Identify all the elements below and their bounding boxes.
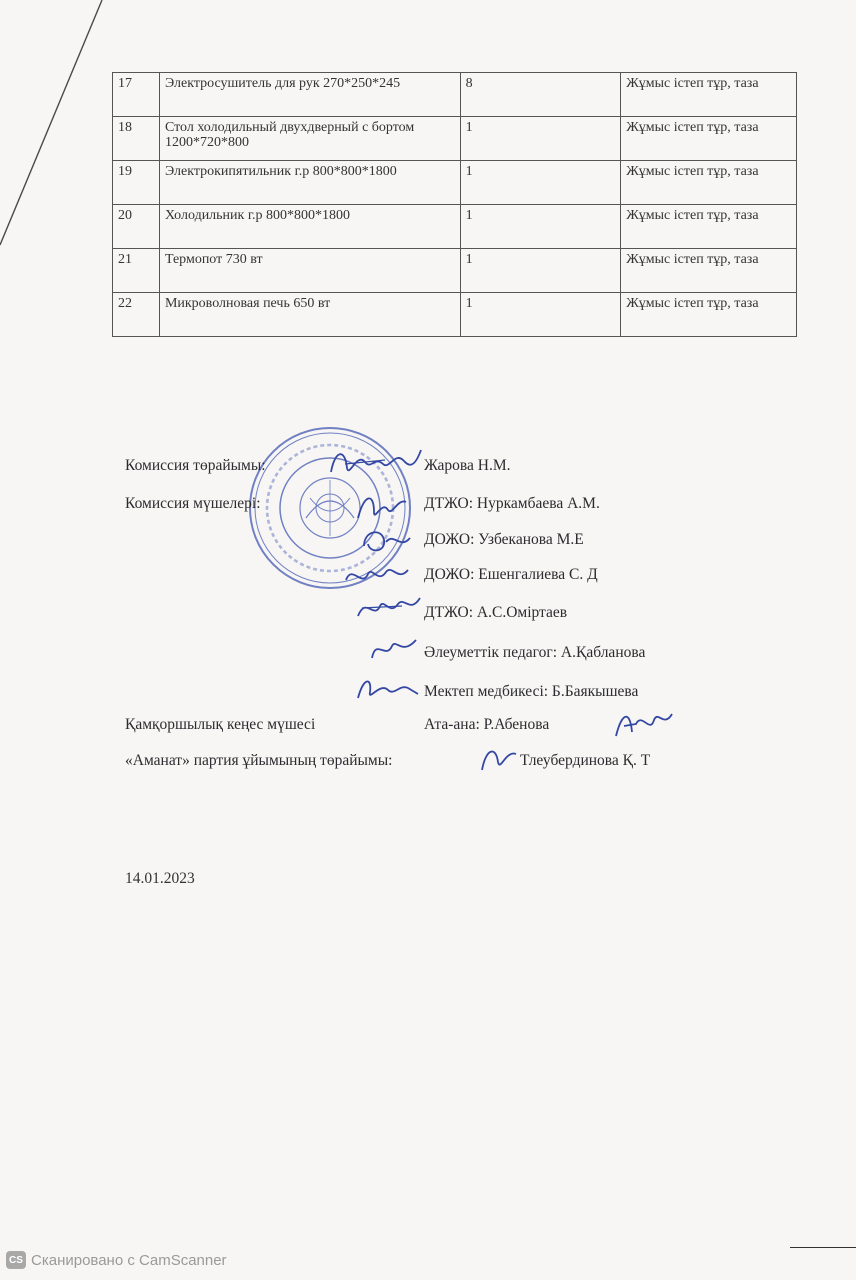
row-number: 22 bbox=[113, 293, 160, 337]
row-number: 20 bbox=[113, 205, 160, 249]
chair-label: Комиссия төрайымы: bbox=[125, 457, 266, 474]
signature-icon bbox=[352, 672, 422, 704]
item-condition: Жұмыс істеп тұр, таза bbox=[621, 161, 797, 205]
document-date: 14.01.2023 bbox=[125, 870, 195, 887]
signature-icon bbox=[352, 488, 412, 526]
item-condition: Жұмыс істеп тұр, таза bbox=[621, 117, 797, 161]
signature-icon bbox=[476, 742, 520, 776]
chair-name: Жарова Н.М. bbox=[424, 457, 511, 474]
row-number: 17 bbox=[113, 73, 160, 117]
row-number: 18 bbox=[113, 117, 160, 161]
page-edge-line bbox=[0, 0, 120, 260]
item-condition: Жұмыс істеп тұр, таза bbox=[621, 293, 797, 337]
member-item: ДТЖО: А.С.Оміртаев bbox=[424, 604, 568, 621]
item-condition: Жұмыс істеп тұр, таза bbox=[621, 205, 797, 249]
table-row bbox=[113, 73, 797, 117]
member-item: ДТЖО: Нуркамбаева А.М. bbox=[424, 495, 600, 512]
member-item: Әлеуметтік педагог: А.Қабланова bbox=[424, 644, 646, 661]
signature-icon bbox=[610, 706, 676, 742]
table-row bbox=[113, 249, 797, 293]
scanner-watermark bbox=[6, 1249, 227, 1271]
item-name: Стол холодильный двухдверный с бортом 1200*720*800 bbox=[159, 117, 460, 161]
item-name: Холодильник г.р 800*800*1800 bbox=[159, 205, 460, 249]
item-name: Микроволновая печь 650 вт bbox=[159, 293, 460, 337]
council-label: Қамқоршылық кеңес мүшесі bbox=[125, 716, 316, 733]
members-label: Комиссия мүшелері: bbox=[125, 495, 261, 512]
item-condition: Жұмыс істеп тұр, таза bbox=[621, 73, 797, 117]
camscanner-logo-icon: CS bbox=[6, 1251, 26, 1269]
member-item: ДОЖО: Узбеканова М.Е bbox=[424, 531, 584, 548]
table-row bbox=[113, 205, 797, 249]
item-name: Электрокипятильник г.р 800*800*1800 bbox=[159, 161, 460, 205]
signature-icon bbox=[352, 592, 424, 624]
item-quantity: 1 bbox=[460, 161, 621, 205]
item-quantity: 8 bbox=[460, 73, 621, 117]
item-name: Электросушитель для рук 270*250*245 bbox=[159, 73, 460, 117]
signature-icon bbox=[356, 522, 416, 558]
signature-icon bbox=[366, 634, 422, 664]
item-quantity: 1 bbox=[460, 205, 621, 249]
party-label: «Аманат» партия ұйымының төрайымы: bbox=[125, 752, 393, 769]
council-member: Ата-ана: Р.Абенова bbox=[424, 716, 550, 733]
table-row bbox=[113, 117, 797, 161]
signature-icon bbox=[325, 442, 425, 482]
signature-icon bbox=[338, 558, 414, 592]
member-item: ДОЖО: Ешенгалиева С. Д bbox=[424, 566, 598, 583]
item-name: Термопот 730 вт bbox=[159, 249, 460, 293]
row-number: 21 bbox=[113, 249, 160, 293]
table-row bbox=[113, 293, 797, 337]
footer-rule bbox=[790, 1247, 856, 1248]
party-name: Тлеубердинова Қ. Т bbox=[520, 752, 651, 769]
item-quantity: 1 bbox=[460, 117, 621, 161]
inventory-table bbox=[112, 72, 797, 337]
row-number: 19 bbox=[113, 161, 160, 205]
watermark-text: Сканировано с CamScanner bbox=[31, 1251, 227, 1269]
table-row bbox=[113, 161, 797, 205]
item-quantity: 1 bbox=[460, 249, 621, 293]
member-item: Мектеп медбикесі: Б.Баякышева bbox=[424, 683, 639, 700]
item-condition: Жұмыс істеп тұр, таза bbox=[621, 249, 797, 293]
item-quantity: 1 bbox=[460, 293, 621, 337]
